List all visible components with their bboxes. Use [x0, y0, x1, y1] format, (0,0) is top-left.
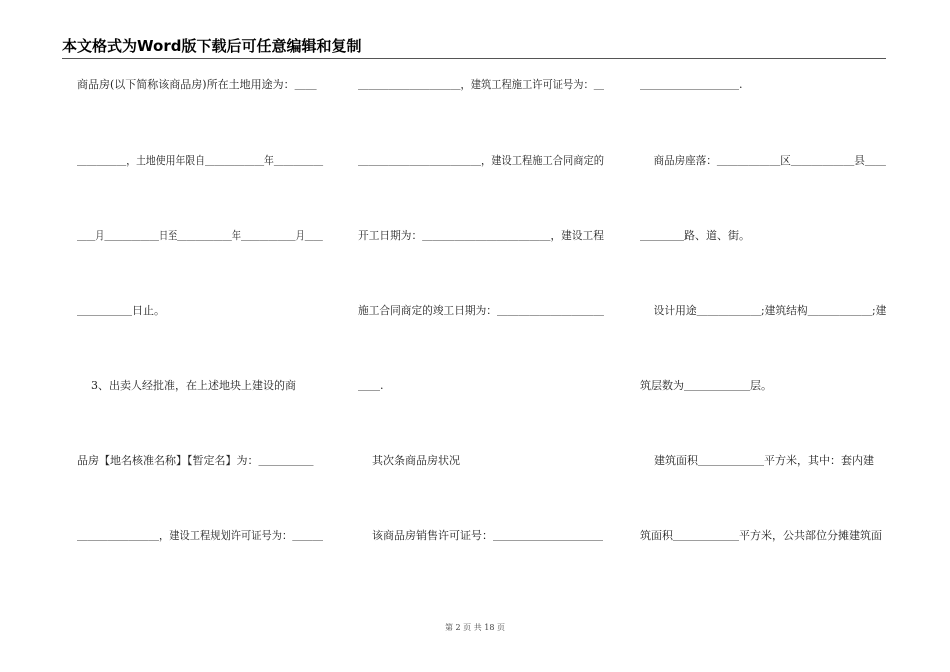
text-line: 3、出卖人经批准，在上述地块上建设的商 [77, 379, 296, 392]
text-line: ＿＿＿＿＿日止。 [77, 304, 165, 317]
text-line: ＿＿月＿＿＿＿＿＿日至＿＿＿＿＿＿年＿＿＿＿＿＿月＿＿ [77, 229, 323, 242]
text-line: 商品房座落：＿＿＿＿＿＿区＿＿＿＿＿＿县＿＿ [640, 154, 887, 167]
text-line: 其次条商品房状况 [358, 454, 460, 467]
text-line: 开工日期为：＿＿＿＿＿＿＿＿＿＿＿＿，建设工程 [358, 229, 604, 242]
text-line: 品房【地名核准名称】【暂定名】为：＿＿＿＿＿ [77, 454, 314, 467]
text-line: ＿＿＿＿＿，土地使用年限自＿＿＿＿＿＿年＿＿＿＿＿ [77, 154, 324, 167]
text-line: 施工合同商定的竣工日期为：＿＿＿＿＿＿＿＿＿＿ [358, 304, 604, 317]
document-header: 本文格式为Word版下载后可任意编辑和复制 [62, 35, 886, 59]
text-line: 设计用途＿＿＿＿＿＿;建筑结构＿＿＿＿＿＿;建 [640, 304, 887, 317]
text-line: ＿＿＿＿路、道、街。 [640, 229, 750, 242]
text-line: ＿＿＿＿＿＿＿＿＿＿，建筑工程施工许可证号为：＿ [358, 78, 605, 91]
text-line: 商品房(以下简称该商品房)所在土地用途为：＿＿ [77, 78, 317, 91]
text-line: 筑层数为＿＿＿＿＿＿层。 [640, 379, 772, 392]
page-number: 第 2 页 共 18 页 [445, 623, 505, 632]
text-line: 建筑面积＿＿＿＿＿＿平方米，其中：套内建 [640, 454, 874, 467]
text-line: ＿＿＿＿＿＿＿＿＿＿＿＿，建设工程施工合同商定的 [358, 154, 605, 167]
text-line: 筑面积＿＿＿＿＿＿平方米，公共部位分摊建筑面 [640, 529, 882, 542]
text-line: ＿＿＿＿＿＿＿＿＿. [640, 78, 743, 91]
text-line: ＿＿＿＿＿＿＿＿，建设工程规划许可证号为：＿＿＿ [77, 529, 324, 542]
text-line: 该商品房销售许可证号：＿＿＿＿＿＿＿＿＿＿ [358, 529, 603, 542]
text-line: ＿＿. [358, 379, 384, 392]
